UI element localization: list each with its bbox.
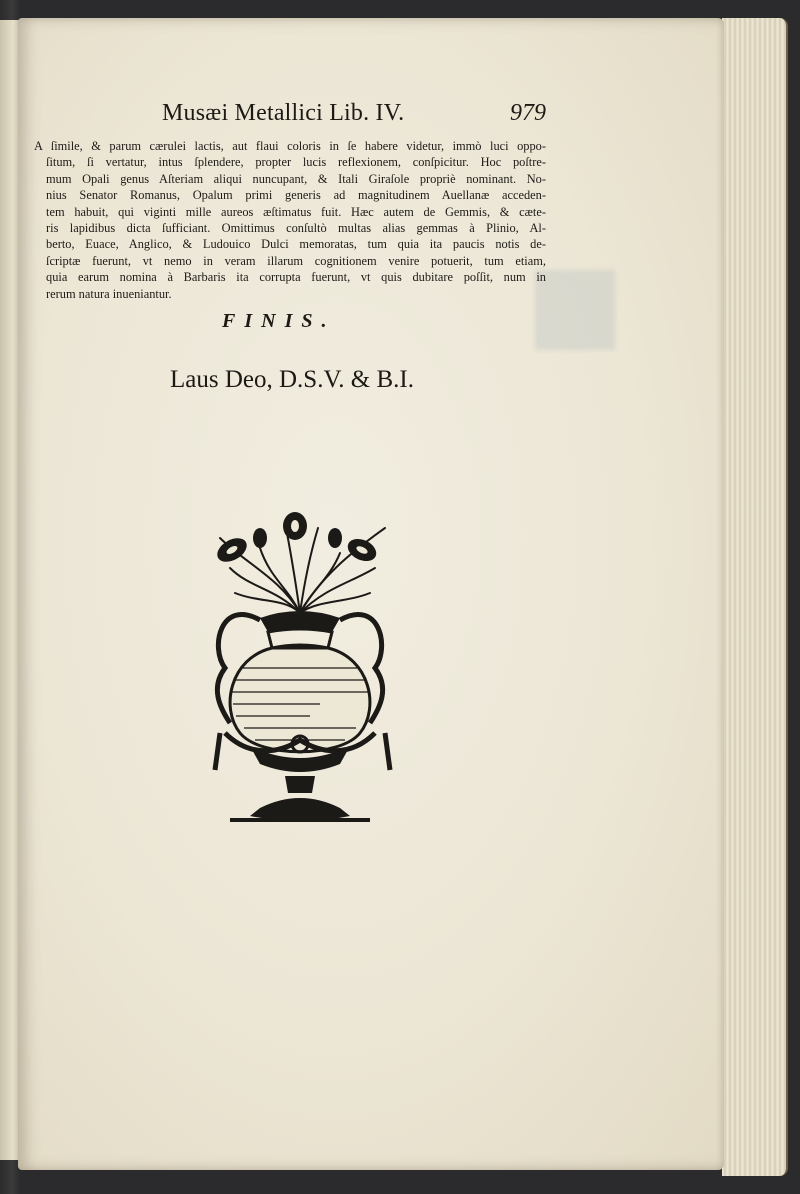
body-text (34, 138, 546, 302)
text-line: ris lapidibus dicta ſufficiant. Omittimus conſultò multas alias gemmas à Plinio, Al- (46, 220, 546, 235)
text-line: rerum natura inueniantur. (46, 286, 172, 301)
ink-bleed-through (535, 270, 615, 350)
running-head: Musæi Metallici Lib. IV. (162, 100, 405, 126)
text-line: quia earum nomina à Barbaris ita corrupta fuerunt, vt quis dubitare poſſit, num in (46, 270, 546, 285)
closing-line: Laus Deo, D.S.V. & B.I. (170, 366, 414, 393)
page-header (162, 100, 546, 136)
text-line: berto, Euace, Anglico, & Ludouico Dulci memoratas, tum quia ita paucis notis de- (46, 237, 546, 252)
text-line: A ſimile, & parum cærulei lactis, aut flaui coloris in ſe habere videtur, immò luci oppo- (34, 139, 546, 153)
text-line: ſitum, ſi vertatur, intus ſplendere, propter lucis reflexionem, conſpicitur. Hoc poſtre- (46, 155, 546, 170)
finis-heading: FINIS. (222, 310, 336, 332)
page-edges (722, 18, 788, 1176)
text-line: ſcriptæ fuerunt, vt nemo in veram illarum cognitionem venire potuerit, tum etiam, (46, 253, 546, 268)
text-line: tem habuit, qui viginti mille aureos æſtimatus fuit. Hæc autem de Gemmis, & cæte- (46, 204, 546, 219)
vase-with-flowers-woodcut-icon (200, 508, 400, 828)
text-line: nius Senator Romanus, Opalum primi generis ad magnitudinem Auellanæ acceden- (46, 188, 546, 203)
page-number: 979 (510, 100, 546, 126)
text-line: mum Opali genus Aſteriam aliqui nuncupant, & Itali Giraſole propriè nominant. No- (46, 171, 546, 186)
